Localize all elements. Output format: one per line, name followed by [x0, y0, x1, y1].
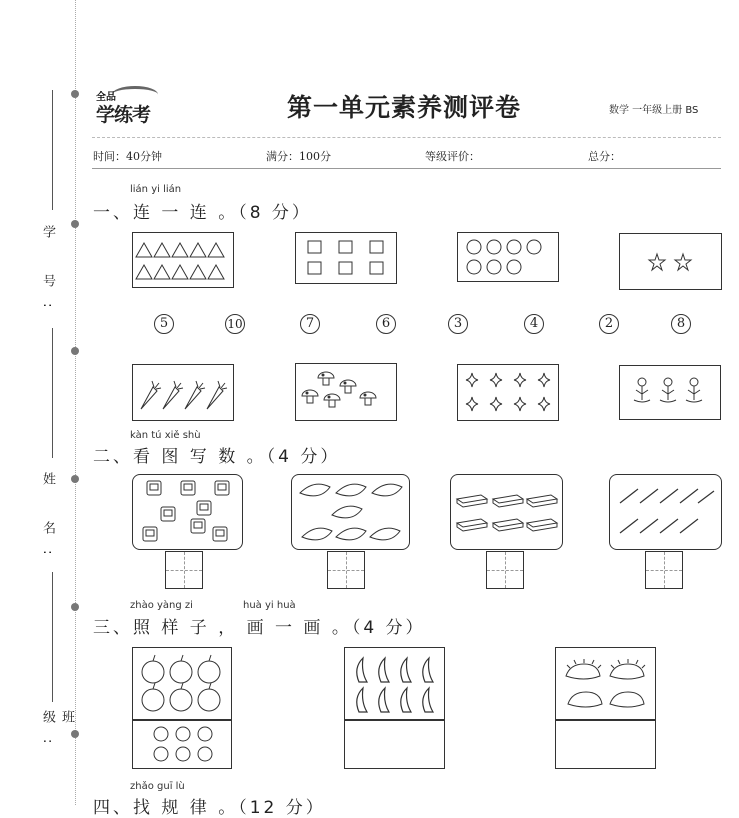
triangles-icon	[133, 233, 233, 287]
student-id-label: 学 号:	[40, 225, 55, 324]
flower-icon	[620, 366, 720, 419]
logo-main-text: 学练考	[96, 104, 151, 126]
binding-hole	[71, 475, 79, 483]
hedgehog-icon	[556, 648, 655, 720]
circles-box	[457, 232, 559, 282]
section1-pinyin: lián yi lián	[130, 184, 182, 195]
student-id-line[interactable]	[52, 90, 53, 210]
sharpeners-box	[132, 474, 243, 550]
squares-box	[295, 232, 397, 284]
time-info: 时间：40分钟	[93, 150, 162, 163]
info-divider	[92, 168, 721, 169]
binding-hole	[71, 220, 79, 228]
logo-top-text: 全品	[96, 92, 116, 103]
binding-dotted-line	[75, 0, 76, 805]
mushroom-icon	[296, 364, 396, 420]
subject-label: 数学 一年级上册 BS	[609, 105, 699, 116]
section4-title: 四、找 规 律 。（12 分）	[93, 798, 326, 818]
apples-answer-box	[132, 719, 232, 769]
full-score-info: 满分：100分	[266, 150, 331, 163]
number-circle[interactable]: 2	[599, 314, 619, 334]
grade-info: 等级评价：	[425, 150, 480, 163]
bananas-answer-box[interactable]	[344, 719, 445, 769]
hedgehogs-answer-box[interactable]	[555, 719, 656, 769]
class-label: 班 级:	[40, 710, 74, 760]
mushrooms-box	[295, 363, 397, 421]
name-label: 姓 名:	[40, 472, 55, 571]
number-circle[interactable]: 8	[671, 314, 691, 334]
circle-answer-icon	[133, 720, 231, 768]
erasers-box	[291, 474, 410, 550]
carrots-box	[132, 364, 234, 421]
flowers-box	[619, 365, 721, 420]
class-line[interactable]	[52, 572, 53, 702]
header-divider	[92, 137, 721, 138]
number-circle[interactable]: 5	[154, 314, 174, 334]
eraser-icon	[292, 475, 409, 549]
apples-box	[132, 647, 232, 721]
pencil-case-icon	[451, 475, 562, 549]
answer-box[interactable]	[327, 551, 365, 589]
stars-box	[619, 233, 722, 290]
sparkles-box	[457, 364, 559, 421]
section3-title: 三、照 样 子 ， 画 一 画 。（4 分）	[93, 618, 426, 638]
section3-pinyin-1: zhào yàng zi	[130, 600, 193, 611]
section3-pinyin-2: huà yi huà	[243, 600, 296, 611]
hedgehogs-box	[555, 647, 656, 721]
bananas-box	[344, 647, 445, 721]
section2-pinyin: kàn tú xiě shù	[130, 430, 201, 441]
number-circle[interactable]: 7	[300, 314, 320, 334]
circles-icon	[458, 233, 558, 281]
number-circle[interactable]: 10	[225, 314, 245, 334]
brand-logo	[94, 86, 160, 126]
answer-box[interactable]	[165, 551, 203, 589]
section1-title: 一、连 一 连 。（8 分）	[93, 203, 312, 223]
section2-title: 二、看 图 写 数 。（4 分）	[93, 447, 341, 467]
total-info: 总分：	[588, 150, 621, 163]
number-circle[interactable]: 6	[376, 314, 396, 334]
page-title: 第一单元素养测评卷	[287, 93, 522, 122]
apple-icon	[133, 648, 231, 720]
name-line[interactable]	[52, 328, 53, 458]
binding-hole	[71, 347, 79, 355]
squares-icon	[296, 233, 396, 283]
pencils-box	[609, 474, 722, 550]
banana-icon	[345, 648, 444, 720]
pencil-cases-box	[450, 474, 563, 550]
pencil-icon	[610, 475, 721, 549]
carrot-icon	[133, 365, 233, 420]
binding-hole	[71, 90, 79, 98]
section4-pinyin: zhǎo guī lù	[130, 781, 185, 792]
answer-box[interactable]	[486, 551, 524, 589]
number-circle[interactable]: 3	[448, 314, 468, 334]
number-circle[interactable]: 4	[524, 314, 544, 334]
binding-hole	[71, 603, 79, 611]
stars-icon	[620, 234, 721, 289]
sharpener-icon	[133, 475, 242, 549]
triangles-box	[132, 232, 234, 288]
sparkle-icon	[458, 365, 558, 420]
answer-box[interactable]	[645, 551, 683, 589]
